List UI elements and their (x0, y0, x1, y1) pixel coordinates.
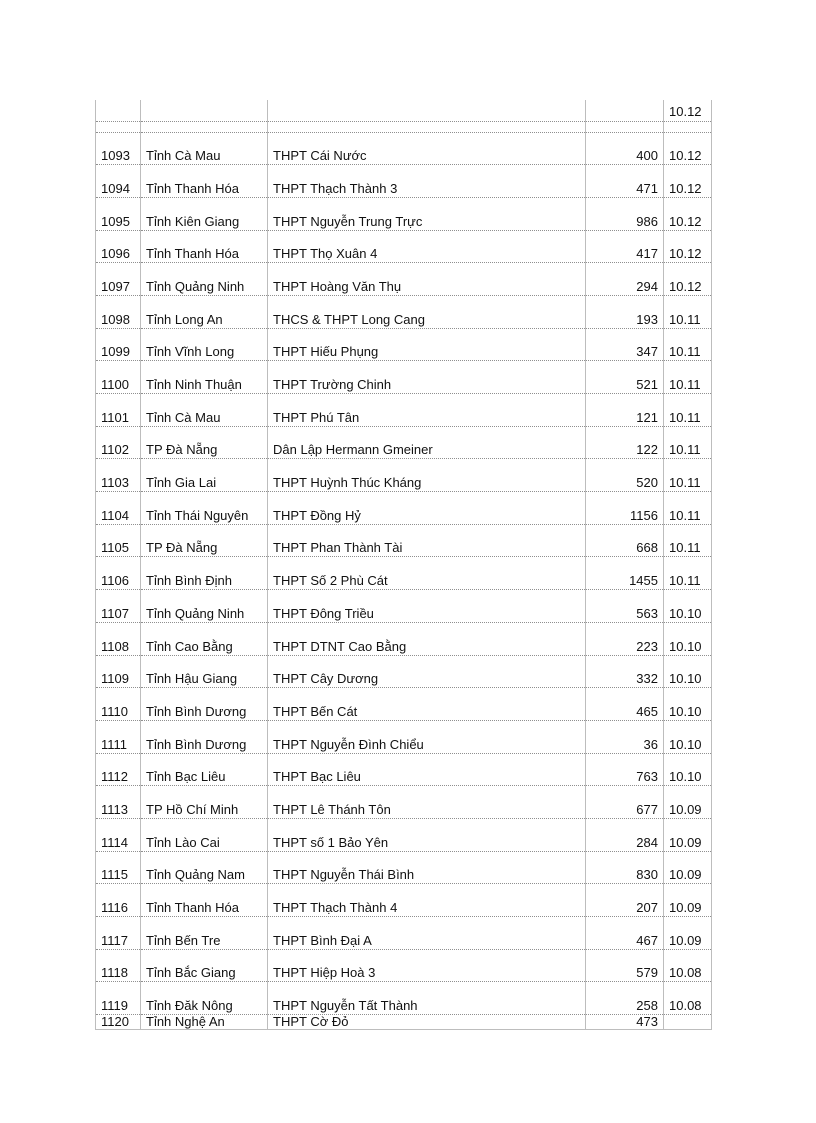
cell-count: 347 (586, 328, 664, 361)
cell-stt: 1095 (96, 197, 141, 230)
cell-province: Tỉnh Cao Bằng (141, 622, 268, 655)
cell-score: 10.09 (664, 851, 712, 884)
cell-school: THPT Đồng Hỷ (268, 492, 586, 525)
cell-count: 400 (586, 132, 664, 165)
cell-school: THPT Số 2 Phù Cát (268, 557, 586, 590)
cell-empty (268, 121, 586, 132)
cell-school: THPT Bạc Liêu (268, 753, 586, 786)
cell-school: THPT Lê Thánh Tôn (268, 786, 586, 819)
cell-score: 10.11 (664, 459, 712, 492)
cell-school: THCS & THPT Long Cang (268, 295, 586, 328)
cell-province: Tỉnh Long An (141, 295, 268, 328)
cell-score: 10.11 (664, 295, 712, 328)
cell-school: THPT DTNT Cao Bằng (268, 622, 586, 655)
cell-stt: 1114 (96, 818, 141, 851)
table-row (96, 524, 712, 557)
cell-province: Tỉnh Quảng Ninh (141, 263, 268, 296)
cell-score: 10.12 (664, 100, 712, 121)
cell-score: 10.11 (664, 492, 712, 525)
cell-count: 223 (586, 622, 664, 655)
cell-count: 465 (586, 688, 664, 721)
table-row (96, 132, 712, 165)
cell-count: 1455 (586, 557, 664, 590)
table-row (96, 557, 712, 590)
cell-province: Tỉnh Bến Tre (141, 917, 268, 950)
cell-count: 467 (586, 917, 664, 950)
cell-stt: 1110 (96, 688, 141, 721)
cell-stt: 1112 (96, 753, 141, 786)
cell-stt: 1100 (96, 361, 141, 394)
table-row (96, 622, 712, 655)
cell-count: 122 (586, 426, 664, 459)
cell-count: 121 (586, 394, 664, 427)
cell-count: 207 (586, 884, 664, 917)
cell-province: Tỉnh Cà Mau (141, 394, 268, 427)
cell-stt: 1103 (96, 459, 141, 492)
cell-score: 10.10 (664, 590, 712, 623)
cell-count: 521 (586, 361, 664, 394)
cell-school: THPT Hiếu Phụng (268, 328, 586, 361)
cell-school: THPT Hiệp Hoà 3 (268, 949, 586, 982)
cell-province: Tỉnh Thái Nguyên (141, 492, 268, 525)
cell-stt: 1096 (96, 230, 141, 263)
cell-province: Tỉnh Quảng Nam (141, 851, 268, 884)
cell-stt: 1115 (96, 851, 141, 884)
cell-stt: 1119 (96, 982, 141, 1015)
cell-school: THPT Đông Triều (268, 590, 586, 623)
table-row (96, 655, 712, 688)
cell-school: THPT Huỳnh Thúc Kháng (268, 459, 586, 492)
table-row (96, 949, 712, 982)
cell-score: 10.10 (664, 753, 712, 786)
cell-stt: 1093 (96, 132, 141, 165)
table-row (96, 786, 712, 819)
cell-score: 10.10 (664, 688, 712, 721)
cell-stt: 1105 (96, 524, 141, 557)
cell-count: 763 (586, 753, 664, 786)
cell-score: 10.10 (664, 720, 712, 753)
cell-score: 10.12 (664, 132, 712, 165)
table-row (96, 851, 712, 884)
cell-school: THPT Hoàng Văn Thụ (268, 263, 586, 296)
cell-count: 258 (586, 982, 664, 1015)
cell-province: Tỉnh Quảng Ninh (141, 590, 268, 623)
cell-empty (96, 121, 141, 132)
cell-score: 10.11 (664, 426, 712, 459)
cell-province: TP Đà Nẵng (141, 426, 268, 459)
cell-province: Tỉnh Lào Cai (141, 818, 268, 851)
cell-count: 830 (586, 851, 664, 884)
cell-province: Tỉnh Cà Mau (141, 132, 268, 165)
cell-school: THPT Nguyễn Thái Bình (268, 851, 586, 884)
cell-province: Tỉnh Bình Dương (141, 688, 268, 721)
cell-province: Tỉnh Bình Định (141, 557, 268, 590)
table-row (96, 459, 712, 492)
cell-score: 10.11 (664, 524, 712, 557)
cell-school: THPT số 1 Bảo Yên (268, 818, 586, 851)
cell-province: TP Đà Nẵng (141, 524, 268, 557)
cell-score: 10.10 (664, 655, 712, 688)
table-row (96, 1015, 712, 1030)
table-row (96, 884, 712, 917)
cell-count: 563 (586, 590, 664, 623)
cell-stt: 1111 (96, 720, 141, 753)
table-row (96, 982, 712, 1015)
cell-score: 10.09 (664, 786, 712, 819)
cell-stt: 1098 (96, 295, 141, 328)
cell-stt: 1104 (96, 492, 141, 525)
cell-score: 10.11 (664, 361, 712, 394)
cell-province: Tỉnh Vĩnh Long (141, 328, 268, 361)
cell-stt: 1099 (96, 328, 141, 361)
cell-count: 332 (586, 655, 664, 688)
cell-empty (586, 121, 664, 132)
table-body (96, 100, 712, 1030)
table-row (96, 230, 712, 263)
cell-score: 10.10 (664, 622, 712, 655)
cell-count (586, 100, 664, 121)
cell-stt: 1117 (96, 917, 141, 950)
cell-school: THPT Bến Cát (268, 688, 586, 721)
cell-count: 471 (586, 165, 664, 198)
table-row (96, 688, 712, 721)
cell-empty (664, 121, 712, 132)
cell-stt: 1106 (96, 557, 141, 590)
cell-school: THPT Nguyễn Tất Thành (268, 982, 586, 1015)
cell-score: 10.12 (664, 165, 712, 198)
cell-stt: 1108 (96, 622, 141, 655)
table-row (96, 720, 712, 753)
cell-school: THPT Cái Nước (268, 132, 586, 165)
cell-province: TP Hồ Chí Minh (141, 786, 268, 819)
cell-count: 677 (586, 786, 664, 819)
cell-stt (96, 100, 141, 121)
cell-school: THPT Cây Dương (268, 655, 586, 688)
cell-school (268, 100, 586, 121)
cell-stt: 1109 (96, 655, 141, 688)
cell-province: Tỉnh Thanh Hóa (141, 165, 268, 198)
table-row-top (96, 100, 712, 121)
cell-stt: 1102 (96, 426, 141, 459)
table-row (96, 394, 712, 427)
table-row (96, 818, 712, 851)
cell-province: Tỉnh Bắc Giang (141, 949, 268, 982)
cell-stt: 1118 (96, 949, 141, 982)
table-row (96, 295, 712, 328)
cell-score: 10.11 (664, 394, 712, 427)
cell-school: THPT Bình Đại A (268, 917, 586, 950)
cell-count: 36 (586, 720, 664, 753)
cell-score: 10.09 (664, 884, 712, 917)
cell-score (664, 1015, 712, 1030)
cell-province: Tỉnh Bình Dương (141, 720, 268, 753)
cell-count: 1156 (586, 492, 664, 525)
table-row (96, 753, 712, 786)
cell-province: Tỉnh Đăk Nông (141, 982, 268, 1015)
cell-province: Tỉnh Bạc Liêu (141, 753, 268, 786)
school-ranking-table (95, 100, 712, 1030)
cell-stt: 1107 (96, 590, 141, 623)
cell-school: THPT Trường Chinh (268, 361, 586, 394)
cell-count: 668 (586, 524, 664, 557)
table-row-spacer (96, 121, 712, 132)
cell-school: THPT Thạch Thành 4 (268, 884, 586, 917)
cell-school: Dân Lập Hermann Gmeiner (268, 426, 586, 459)
cell-school: THPT Phú Tân (268, 394, 586, 427)
table-row (96, 492, 712, 525)
cell-stt: 1097 (96, 263, 141, 296)
cell-school: THPT Nguyễn Trung Trực (268, 197, 586, 230)
table-row (96, 328, 712, 361)
cell-province: Tỉnh Thanh Hóa (141, 884, 268, 917)
spreadsheet-page (95, 100, 711, 1030)
cell-score: 10.08 (664, 949, 712, 982)
cell-count: 294 (586, 263, 664, 296)
cell-count: 579 (586, 949, 664, 982)
cell-score: 10.11 (664, 557, 712, 590)
table-row (96, 917, 712, 950)
cell-count: 417 (586, 230, 664, 263)
cell-province: Tỉnh Ninh Thuận (141, 361, 268, 394)
cell-province: Tỉnh Nghệ An (141, 1015, 268, 1030)
cell-province: Tỉnh Thanh Hóa (141, 230, 268, 263)
cell-school: THPT Nguyễn Đình Chiểu (268, 720, 586, 753)
table-row (96, 426, 712, 459)
cell-count: 520 (586, 459, 664, 492)
cell-score: 10.12 (664, 230, 712, 263)
cell-province: Tỉnh Gia Lai (141, 459, 268, 492)
cell-score: 10.09 (664, 818, 712, 851)
cell-stt: 1094 (96, 165, 141, 198)
cell-province (141, 100, 268, 121)
cell-stt: 1120 (96, 1015, 141, 1030)
cell-count: 193 (586, 295, 664, 328)
cell-stt: 1113 (96, 786, 141, 819)
table-row (96, 361, 712, 394)
cell-score: 10.12 (664, 263, 712, 296)
cell-school: THPT Thạch Thành 3 (268, 165, 586, 198)
cell-school: THPT Cờ Đỏ (268, 1015, 586, 1030)
cell-stt: 1116 (96, 884, 141, 917)
cell-score: 10.09 (664, 917, 712, 950)
table-row (96, 590, 712, 623)
cell-count: 473 (586, 1015, 664, 1030)
table-row (96, 165, 712, 198)
cell-province: Tỉnh Hậu Giang (141, 655, 268, 688)
cell-count: 986 (586, 197, 664, 230)
cell-school: THPT Phan Thành Tài (268, 524, 586, 557)
cell-score: 10.11 (664, 328, 712, 361)
cell-empty (141, 121, 268, 132)
cell-score: 10.08 (664, 982, 712, 1015)
cell-school: THPT Thọ Xuân 4 (268, 230, 586, 263)
cell-province: Tỉnh Kiên Giang (141, 197, 268, 230)
cell-score: 10.12 (664, 197, 712, 230)
cell-count: 284 (586, 818, 664, 851)
table-row (96, 263, 712, 296)
table-row (96, 197, 712, 230)
cell-stt: 1101 (96, 394, 141, 427)
